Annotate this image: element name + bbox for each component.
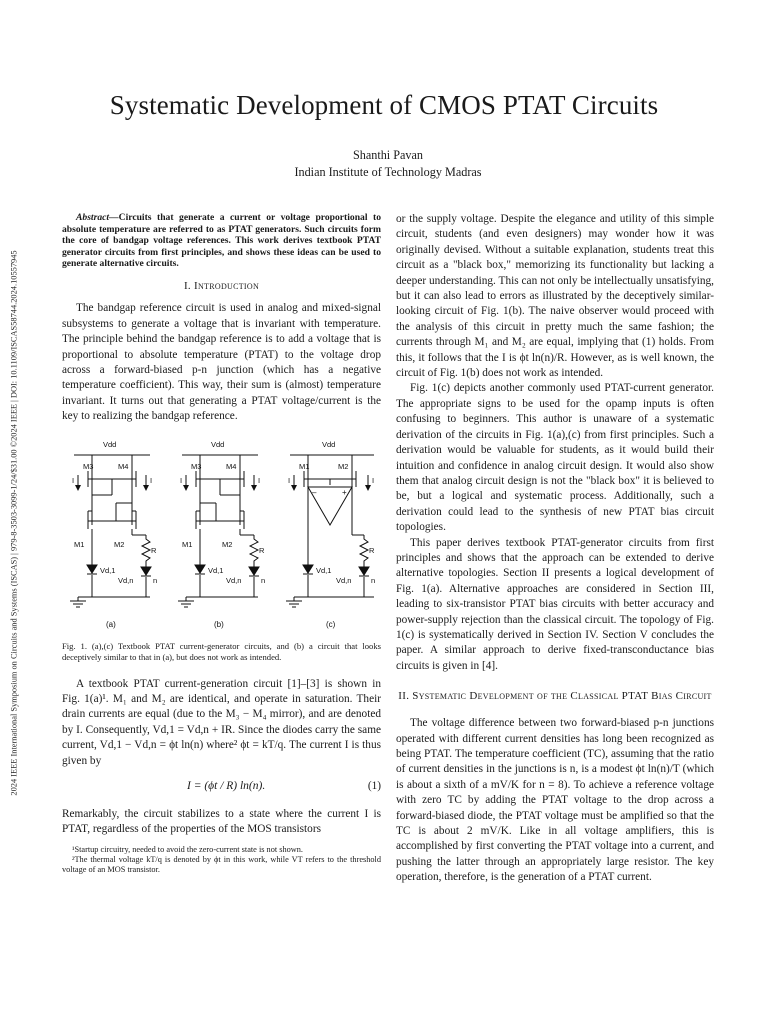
right-paragraph-3: This paper derives textbook PTAT-generator circuits from first principles and shows that the approach can be extended to derive alternative topologies. Section II presents a logical development of Fig. 1(a). Alternative approaches are considered in Section III, leading to six-transistor PTAT bias circuits with better accuracy and power-supply rejection than the classical circuit. The topology of Fig. 1(c) is systematically derived in Section IV. Section V concludes the paper. A similar approach to derive fixed-transconductance bias circuits is given in [4]. (396, 536, 714, 672)
equation-1-expression: I = (ϕt / R) ln(n). (187, 780, 266, 793)
m2-label-b: M2 (222, 539, 233, 549)
panel-c-label: (c) (326, 619, 336, 629)
m3-label-a: M3 (83, 461, 94, 471)
vd1-label-a: Vd,1 (100, 565, 116, 575)
current-label-b-right: I (258, 475, 261, 485)
right-paragraph-2: Fig. 1(c) depicts another commonly used PTAT-current generator. The appropriate signs to be used for the opamp inputs is often confusing to beginners. This author is unaware of a systematic derivation of the circuits in Fig. 1(a),(c) from first principles. Such a derivation would be valuable for students, as it would build their intuition and confidence in analog circuit design. It would also show them that analog circuit design is not the "black box" it is believed to be, but a logical and systematic process. Additionally, such a derivation could lead to the synthesis of new PTAT bias circuit topologies. (396, 382, 714, 534)
abstract-label: Abstract— (76, 212, 119, 223)
m1-label-a: M1 (74, 539, 85, 549)
opamp-plus-c: + (342, 487, 347, 497)
opamp-minus-c: – (312, 487, 317, 497)
current-label-a-left: I (72, 475, 75, 485)
n-label-b: n (261, 575, 266, 585)
doi-sidebar-text: 2024 IEEE International Symposium on Circuits and Systems (ISCAS) | 979-8-3503-3099-1/24/$31.00 ©2024 IEEE | DOI: 10.1109/ISCAS58744.2024.10557945 (9, 250, 19, 796)
left-column (62, 212, 381, 876)
section-2-heading: II. Systematic Development of the Classical PTAT Bias Circuit (398, 690, 712, 703)
paragraph-remarkably: Remarkably, the circuit stabilizes to a state where the current I is PTAT, regardless of the properties of the MOS transistors (62, 808, 381, 836)
panel-a-label: (a) (106, 619, 116, 629)
m1-label-b: M1 (182, 539, 193, 549)
abstract (62, 212, 381, 270)
circuit-c (286, 440, 375, 629)
right-paragraph-1: or the supply voltage. Despite the elegance and utility of this simple circuit, students (and even designers) may wonder how it was originally devised. Without a suitable explanation, students treat this circuit as a "black box," memorizing its functionality but lacking a deeper understanding. This can not only be intellectually unsatisfying, but it can also lead to errors as illustrated by the deceptively similar-looking circuit of Fig. 1(b). The naive observer would proceed with the analysis of this circuit in pretty much the same fashion; the currents through M₁ and M₂ are equal, implying that (1) holds. From this, it follows that the I is ϕt ln(n)/R. However, as is well known, the circuit of Fig. 1(b) does not work as intended. (396, 213, 714, 380)
resistor-label-c: R (369, 545, 375, 555)
footnote-2: ²The thermal voltage kT/q is denoted by ϕt in this work, while VT refers to the threshold voltage of an MOS transistor. (62, 855, 381, 875)
abstract-text: Circuits that generate a current or voltage proportional to absolute temperature are referred to as PTAT generators. Such circuits form the core of bandgap voltage references. This work derives textbook PTAT generator circuits from first principles, and shows these ideas can be used to generate alternative circuits. (62, 212, 381, 270)
intro-paragraph-1: The bandgap reference circuit is used in analog and mixed-signal subsystems to generate a voltage that is invariant with temperature. The principle behind the bandgap reference is to add a voltage that is proportional to absolute temperature (PTAT) to the voltage drop across a forward-biased p-n junction (which has a negative temperature coefficient). This way, their sum is (almost) temperature invariant. It turns out that generating a PTAT voltage/current is the key to realizing the bandgap reference. (62, 302, 381, 423)
vdd-label-c: Vdd (322, 439, 336, 449)
paragraph-textbook-circuit: A textbook PTAT current-generation circuit [1]–[3] is shown in Fig. 1(a)¹. M₁ and M₂ are identical, and operate in saturation. Their drain currents are equal (due to the M₃ − M₄ mirror), and are denoted by I. Consequently, Vd,1 = Vd,n + IR. Since the diodes carry the same current, Vd,1 − Vd,n = ϕt ln(n) where² ϕt = kT/q. The current I is thus given by (62, 677, 381, 767)
vd1-label-c: Vd,1 (316, 565, 332, 575)
circuit-diagrams (62, 435, 381, 635)
resistor-label-b: R (259, 545, 265, 555)
vdd-label-a: Vdd (103, 439, 117, 449)
m4-label-a: M4 (118, 461, 129, 471)
footnotes (62, 845, 381, 876)
figure-1 (62, 435, 381, 635)
author-name: Shanthi Pavan (352, 148, 424, 162)
panel-b-label: (b) (214, 619, 224, 629)
section-1-heading: I. Introduction (183, 279, 260, 292)
current-label-c-left: I (288, 475, 291, 485)
paper-title: Systematic Development of CMOS PTAT Circuits (109, 90, 659, 120)
vdn-label-a: Vd,n (118, 575, 134, 585)
m3-label-b: M3 (191, 461, 202, 471)
footnote-1: ¹Startup circuitry, needed to avoid the zero-current state is not shown. (72, 844, 303, 854)
m4-label-b: M4 (226, 461, 237, 471)
n-label-a: n (153, 575, 158, 585)
right-paragraph-4: The voltage difference between two forward-biased p-n junctions operated with different current densities has long been recognized as being PTAT. The temperature coefficient (TC), assuming that the ratio of current densities in the junctions is n, is a modest ϕt ln(n)/T (which is about a sixth of a mV/K for n = 8). To achieve a reference voltage with zero TC by adding the PTAT voltage to the drop across a forward-biased diode, the PTAT voltage must be amplified so that the TC is about 2 mV/K. Like in all voltage amplifiers, this is accomplished by first converting the PTAT voltage into a current, and pushing the latter through an appropriately large resistor. The key operation, therefore, is the generation of a PTAT current. (396, 717, 714, 884)
equation-1-number: (1) (367, 780, 381, 793)
n-label-c: n (371, 575, 376, 585)
m1-label-c: M1 (299, 461, 310, 471)
author-affiliation: Indian Institute of Technology Madras (294, 165, 482, 179)
resistor-label-a: R (151, 545, 157, 555)
right-column (396, 212, 714, 886)
m2-label-c: M2 (338, 461, 349, 471)
circuit-a (70, 440, 157, 629)
current-label-a-right: I (150, 475, 153, 485)
doi-sidebar (4, 178, 24, 868)
vdn-label-c: Vd,n (336, 575, 352, 585)
circuit-b (178, 440, 265, 629)
current-label-b-left: I (180, 475, 183, 485)
m2-label-a: M2 (114, 539, 125, 549)
vd1-label-b: Vd,1 (208, 565, 224, 575)
vdd-label-b: Vdd (211, 439, 225, 449)
equation-1 (62, 774, 381, 800)
vdn-label-b: Vd,n (226, 575, 242, 585)
current-label-c-right: I (372, 475, 375, 485)
figure-1-caption: Fig. 1. (a),(c) Textbook PTAT current-generator circuits, and (b) a circuit that looks deceptively similar to that in (a), but does not work as intended. (62, 640, 381, 662)
